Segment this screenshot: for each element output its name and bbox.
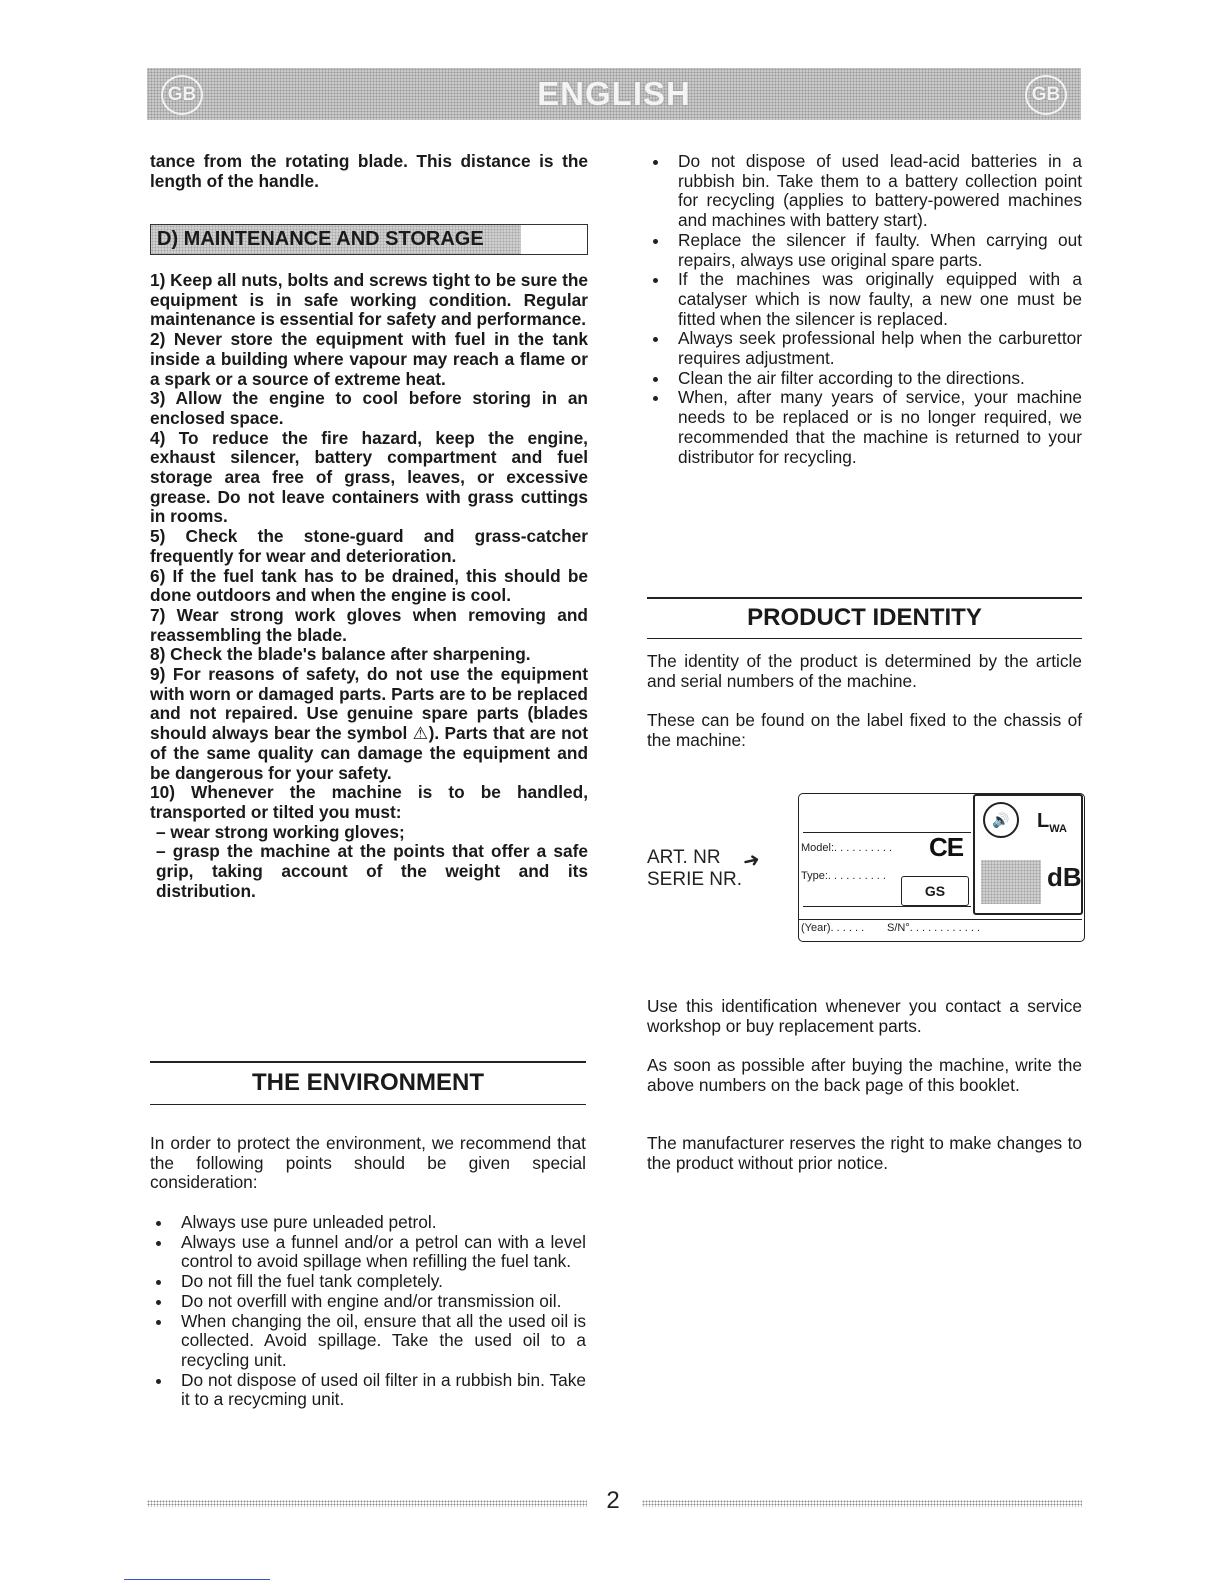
gb-badge-left: GB [161, 75, 203, 115]
list-item: Do not dispose of used lead-acid batteries in a rubbish bin. Take them to a battery collection point for recycling (applies to battery-powered machines and machines with battery start). [647, 152, 1082, 231]
recycling-list [647, 152, 1082, 467]
list-item: Do not dispose of used oil filter in a rubbish bin. Take it to a recycming unit. [150, 1371, 586, 1410]
lwa-label [1037, 810, 1067, 835]
maintenance-item: 6) If the fuel tank has to be drained, this should be done outdoors and when the engine is cool. [150, 565, 588, 606]
header-banner [147, 68, 1081, 120]
intro-text [150, 152, 588, 191]
page-number: 2 [606, 1487, 620, 1514]
list-item: If the machines was originally equipped with a catalyser which is now faulty, a new one must be fitted when the silencer is replaced. [647, 270, 1082, 329]
plate-model: Model:. . . . . . . . . . [801, 842, 893, 854]
gs-certification-icon: GS [901, 876, 969, 906]
list-item: Do not fill the fuel tank completely. [150, 1272, 586, 1292]
maintenance-item: 8) Check the blade's balance after sharpening. [150, 644, 531, 665]
product-rule-bottom [647, 638, 1082, 639]
footer-band-left [147, 1500, 587, 1507]
intro-paragraph: tance from the rotating blade. This distance is the length of the handle. [150, 151, 588, 191]
list-item: When changing the oil, ensure that all the used oil is collected. Avoid spillage. Take the used oil to a recycling unit. [150, 1312, 586, 1371]
maintenance-list [150, 271, 588, 902]
environment-rule-bottom [150, 1104, 586, 1105]
maintenance-heading: D) MAINTENANCE AND STORAGE [157, 228, 484, 250]
list-item: Always use a funnel and/or a petrol can with a level control to avoid spillage when refilling the fuel tank. [150, 1233, 586, 1272]
art-nr-label: ART. NR [647, 847, 721, 868]
list-item: Always seek professional help when the carburettor requires adjustment. [647, 329, 1082, 368]
product-text-4: As soon as possible after buying the machine, write the above numbers on the back page of this booklet. [647, 1055, 1082, 1095]
list-item: Do not overfill with engine and/or transmission oil. [150, 1292, 586, 1312]
list-item: Replace the silencer if faulty. When carrying out repairs, always use original spare parts. [647, 231, 1082, 270]
product-paragraph-5 [647, 1134, 1082, 1173]
environment-list [150, 1213, 586, 1410]
maintenance-item: 4) To reduce the fire hazard, keep the engine, exhaust silencer, battery compartment and fuel storage area free of grass, leaves, or excessive grease. Do not leave containers with grass cuttings in rooms. [150, 427, 588, 527]
product-text-5: The manufacturer reserves the right to make changes to the product without prior notice. [647, 1133, 1082, 1173]
plate-type: Type:. . . . . . . . . . [801, 870, 886, 882]
list-item: Always use pure unleaded petrol. [150, 1213, 586, 1233]
product-text-2: These can be found on the label fixed to the chassis of the machine: [647, 710, 1082, 750]
product-paragraph-1 [647, 652, 1082, 691]
sound-icon: 🔊 [983, 802, 1019, 838]
plate-line [803, 906, 971, 907]
maintenance-subitem: – grasp the machine at the points that offer a safe grip, taking account of the weight and its distribution. [156, 841, 588, 901]
serie-nr-label: SERIE NR. [647, 869, 743, 890]
bottom-edge-line [124, 1579, 270, 1580]
product-paragraph-2 [647, 711, 1082, 750]
product-heading: PRODUCT IDENTITY [747, 604, 982, 631]
arrow-right-icon: ➜ [741, 848, 762, 874]
maintenance-subitem: – wear strong working gloves; [156, 821, 405, 842]
maintenance-item: 1) Keep all nuts, bolts and screws tight to be sure the equipment is in safe working condition. Regular maintenance is essential for safety and performance. [150, 270, 588, 330]
maintenance-item: 7) Wear strong work gloves when removing and reassembling the blade. [150, 604, 588, 645]
sound-level-box [973, 794, 1083, 915]
product-paragraph-3 [647, 997, 1082, 1036]
footer-band-right [642, 1500, 1082, 1507]
product-rule-top [647, 597, 1082, 599]
lwa-letter: L [1037, 810, 1050, 832]
product-text-3: Use this identification whenever you contact a service workshop or buy replacement parts. [647, 996, 1082, 1036]
maintenance-item: 9) For reasons of safety, do not use the equipment with worn or damaged parts. Parts are to be replaced and not repaired. Use genuine spare parts (blades should always bear the symbol ⚠). Parts that are not of the same quality can damage the equipment and be dangerous for your safety. [150, 664, 588, 783]
page-title: ENGLISH [537, 75, 691, 112]
maintenance-heading-box [150, 224, 588, 255]
lwa-subscript: WA [1049, 823, 1067, 835]
maintenance-item: 3) Allow the engine to cool before storing in an enclosed space. [150, 388, 588, 428]
ce-mark-icon: CE [929, 832, 964, 862]
maintenance-item: 5) Check the stone-guard and grass-catcher frequently for wear and deterioration. [150, 526, 588, 566]
plate-year: (Year). . . . . . [801, 922, 865, 934]
product-text-1: The identity of the product is determined by the article and serial numbers of the machine. [647, 651, 1082, 691]
maintenance-item: 2) Never store the equipment with fuel in the tank inside a building where vapour may reach a flame or a spark or a source of extreme heat. [150, 329, 588, 389]
maintenance-item: 10) Whenever the machine is to be handled, transported or tilted you must: [150, 782, 588, 822]
db-label: dB [1047, 862, 1082, 892]
product-paragraph-4 [647, 1056, 1082, 1095]
environment-heading: THE ENVIRONMENT [251, 1069, 484, 1096]
gb-badge-right: GB [1025, 75, 1067, 115]
db-value-field [981, 860, 1041, 904]
environment-rule-top [150, 1061, 586, 1063]
identification-plate [798, 793, 1085, 942]
environment-intro [150, 1134, 586, 1193]
list-item: When, after many years of service, your machine needs to be replaced or is no longer required, we recommended that the machine is returned to your distributor for recycling. [647, 388, 1082, 467]
plate-line [799, 919, 1082, 920]
plate-serial: S/N°. . . . . . . . . . . . [887, 922, 981, 934]
environment-intro-text: In order to protect the environment, we recommend that the following points should be given special consideration: [150, 1133, 586, 1193]
list-item: Clean the air filter according to the directions. [647, 369, 1082, 389]
